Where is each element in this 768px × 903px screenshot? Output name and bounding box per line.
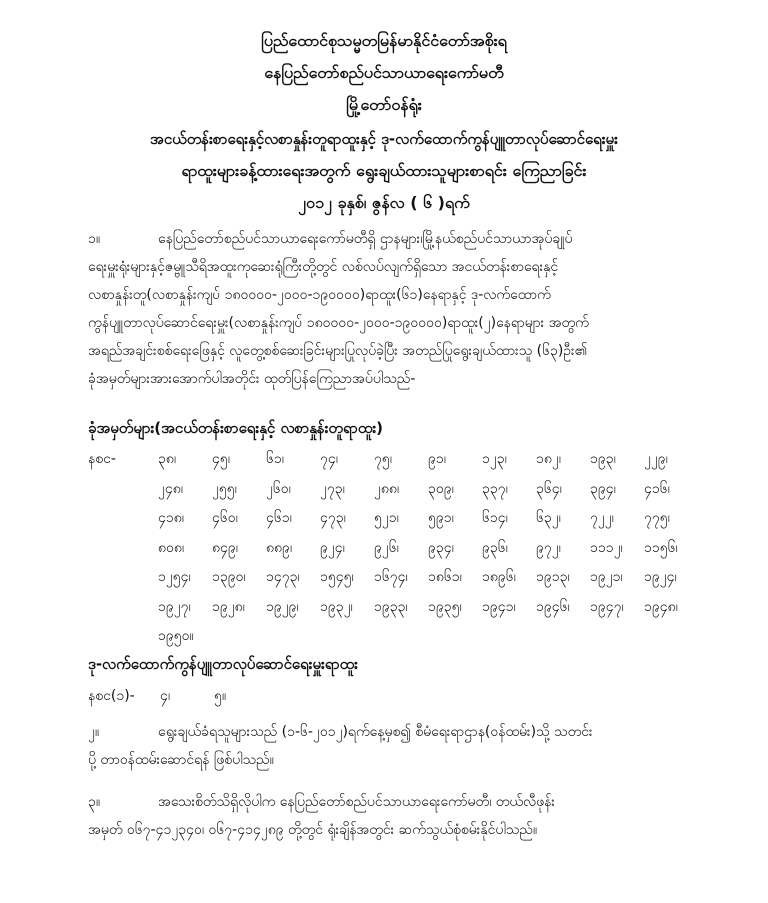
section-1-heading: ခုံအမှတ်များ(အငယ်တန်းစာရေးနှင့် လစာနှုန်းတူရာထူး) (88, 419, 383, 437)
roll-number: ၁၉၄၇၊ (590, 598, 624, 615)
section-2-roll-label: နစင(၁)- (88, 688, 135, 704)
roll-number: ၃၈၊ (158, 451, 177, 467)
roll-number: ၁၈၆၁၊ (428, 569, 462, 585)
paragraph-1-line: လစာနှုန်းတူ(လစာနှုန်းကျပ် ၁၈၀၀၀၀-၂၀၀၀-၁၉၀၀၀၀)ရာထူး(၆၁)နေရာနှင့် ဒု-လက်ထောက် (88, 287, 551, 303)
roll-number: ၉၇၂၊ (536, 539, 561, 556)
paragraph-1 (88, 225, 688, 393)
roll-number: ၁၉၃၃၊ (374, 598, 408, 615)
roll-number: ၃၃၇၊ (482, 480, 508, 497)
roll-number: ၉၃၄၊ (428, 539, 454, 556)
roll-number: ၆၃၂၊ (536, 510, 561, 526)
paragraph-3-line: အမှတ် ၀၆၇-၄၁၂၃၄၀၊ ၀၆၇-၄၁၄၂၈၉ တို့တွင် ရုံးချိန်အတွင်း ဆက်သွယ်စုံစမ်းနိုင်ပါသည်။ (88, 822, 538, 838)
roll-number: ၁၉၂၈၊ (212, 598, 245, 615)
roll-number: ၃၉၄၊ (590, 480, 616, 497)
header-subtitle: ရာထူးများခန့်ထားရေးအတွက် ရွေးချယ်ထားသူများစာရင်း ကြေညာခြင်း (181, 161, 587, 180)
roll-number-grid (158, 445, 698, 652)
roll-number: ၉၂၄၊ (320, 539, 345, 556)
header-date: ၂၀၁၂ ခုနှစ်၊ ဇွန်လ ( ၆ )ရက် (298, 193, 470, 212)
paragraph-1-line: ကွန်ပျူတာလုပ်ဆောင်ရေးမှူး(လစာနှုန်းကျပ် ၁၈၀၀၀၀-၂၀၀၀-၁၉၀၀၀၀)ရာထူး(၂)နေရာများ အတွက် (88, 315, 589, 331)
roll-number: ၁၉၂၉၊ (266, 598, 299, 615)
paragraph-1-line: ရေးမှူးရုံးများနှင့်ဇမ္ဗူသီရိအထူးကုဆေးရုံကြီးတို့တွင် လစ်လပ်လျက်ရှိသော အငယ်တန်းစာရေးနှင့် (88, 259, 559, 275)
roll-number: ၁၂၃၊ (482, 451, 507, 467)
roll-number: ၅၂၁၊ (374, 510, 399, 526)
roll-number: ၄၆၀၊ (212, 510, 238, 526)
roll-number: ၉၃၆၊ (482, 539, 508, 556)
section-1-roll-label: နစင- (88, 451, 116, 467)
roll-number: ၁၉၂၁၊ (590, 569, 623, 585)
roll-number: ၂၄၈၊ (158, 480, 183, 497)
paragraph-3-number: ၃။ (88, 794, 101, 810)
roll-number: ၁၁၁၂၊ (590, 539, 623, 556)
roll-number: ၄၁၈၊ (158, 510, 184, 526)
paragraph-1-line: နေပြည်တော်စည်ပင်သာယာရေးကော်မတီရှိ ဌာနများ၊မြို့နယ်စည်ပင်သာယာအုပ်ချုပ် (158, 231, 573, 247)
roll-number: ၁၉၅၀။ (158, 628, 194, 644)
header-committee: နေပြည်တော်စည်ပင်သာယာရေးကော်မတီ (264, 63, 504, 82)
paragraph-1-number: ၁။ (88, 231, 101, 247)
roll-number: ၁၉၂၄၊ (644, 569, 677, 585)
header-title: အငယ်တန်းစာရေးနှင့်လစာနှုန်းတူရာထူးနှင့် ဒု-လက်ထောက်ကွန်ပျူတာလုပ်ဆောင်ရေးမှူး (150, 130, 618, 148)
roll-number: ၁၃၉၀၊ (212, 569, 246, 585)
header-government: ပြည်ထောင်စုသမ္မတမြန်မာနိုင်ငံတော်အစိုးရ (261, 31, 507, 50)
roll-number: ၇၅၊ (374, 451, 392, 467)
paragraph-2-line: ပို့ တာဝန်ထမ်းဆောင်ရန် ဖြစ်ပါသည်။ (88, 752, 274, 768)
roll-number: ၄၅၊ (212, 451, 230, 467)
roll-number: ၉၂၆၊ (374, 539, 399, 556)
roll-number: ၁၈၉၆၊ (482, 569, 516, 585)
roll-number: ၁၅၄၅၊ (320, 569, 354, 585)
roll-number: ၁၉၄၁၊ (482, 598, 516, 615)
section-2-heading: ဒု-လက်ထောက်ကွန်ပျူတာလုပ်ဆောင်ရေးမှူးရာထူး (88, 655, 358, 673)
paragraph-1-line: အရည်အချင်းစစ်ရေးဖြေနှင့် လူတွေ့စစ်ဆေးခြင်းများပြုလုပ်ခဲ့ပြီး အတည်ပြုရွေးချယ်ထားသူ (၆၃)ဦး၏ (88, 343, 588, 359)
paragraph-3-line: အသေးစိတ်သိရှိလိုပါက နေပြည်တော်စည်ပင်သာယာရေးကော်မတီ၊ တယ်လီဖုန်း (158, 794, 555, 810)
roll-number: ၈၀၈၊ (158, 539, 185, 556)
paragraph-1-line: ခုံအမှတ်များအားအောက်ပါအတိုင်း ထုတ်ပြန်ကြေညာအပ်ပါသည်- (88, 371, 416, 387)
roll-number: ၅၉၁၊ (428, 510, 454, 526)
roll-number: ၂၇၃၊ (320, 480, 345, 497)
paragraph-2-number: ၂။ (88, 724, 100, 740)
roll-number: ၅။ (214, 688, 227, 704)
roll-number: ၂၅၅၊ (212, 480, 237, 497)
roll-number: ၈၄၉၊ (212, 539, 238, 556)
roll-number: ၃၀၉၊ (428, 480, 454, 497)
roll-number: ၁၁၅၆၊ (644, 539, 678, 556)
roll-number: ၁၉၃၅၊ (428, 598, 462, 615)
roll-number: ၁၉၄၆၊ (536, 598, 570, 615)
roll-number: ၈၈၉၊ (266, 539, 293, 556)
roll-number: ၂၂၉၊ (644, 451, 668, 467)
roll-number: ၇၇၅၊ (644, 510, 670, 526)
roll-number: ၄၆၁၊ (266, 510, 292, 526)
roll-number: ၁၉၃၂၊ (320, 598, 353, 615)
roll-number: ၁၆၇၄၊ (374, 569, 408, 585)
roll-number: ၁၉၃၊ (590, 451, 616, 467)
paragraph-3 (88, 788, 688, 844)
roll-number: ၄၁၆၊ (644, 480, 670, 497)
roll-number: ၉၁၊ (428, 451, 446, 467)
paragraph-2-line: ရွေးချယ်ခံရသူများသည် (၁-၆-၂၀၁၂)ရက်နေ့မှစ၍ စီမံရေးရာဌာန(ဝန်ထမ်း)သို့ သတင်း (158, 724, 593, 740)
roll-number: ၁၉၂၇၊ (158, 598, 191, 615)
roll-number: ၂၈၈၊ (374, 480, 400, 497)
roll-number: ၂၆၀၊ (266, 480, 291, 497)
header-office: မြို့တော်ဝန်ရုံး (346, 95, 422, 114)
roll-number: ၁၄၇၃၊ (266, 569, 300, 585)
paragraph-2 (88, 718, 688, 774)
roll-number: ၁၈၂၊ (536, 451, 561, 467)
roll-number: ၄၇၃၊ (320, 510, 346, 526)
roll-number: ၁၂၅၄၊ (158, 569, 191, 585)
roll-number: ၃၆၄၊ (536, 480, 562, 497)
roll-number: ၇၄၊ (320, 451, 338, 467)
roll-number: ၄၊ (160, 688, 171, 704)
roll-number: ၆၁၄၊ (482, 510, 508, 526)
roll-number: ၁၉၁၃၊ (536, 569, 570, 585)
roll-number: ၁၉၄၈၊ (644, 598, 678, 615)
roll-number: ၆၁၊ (266, 451, 284, 467)
roll-number: ၇၂၂၊ (590, 510, 614, 526)
